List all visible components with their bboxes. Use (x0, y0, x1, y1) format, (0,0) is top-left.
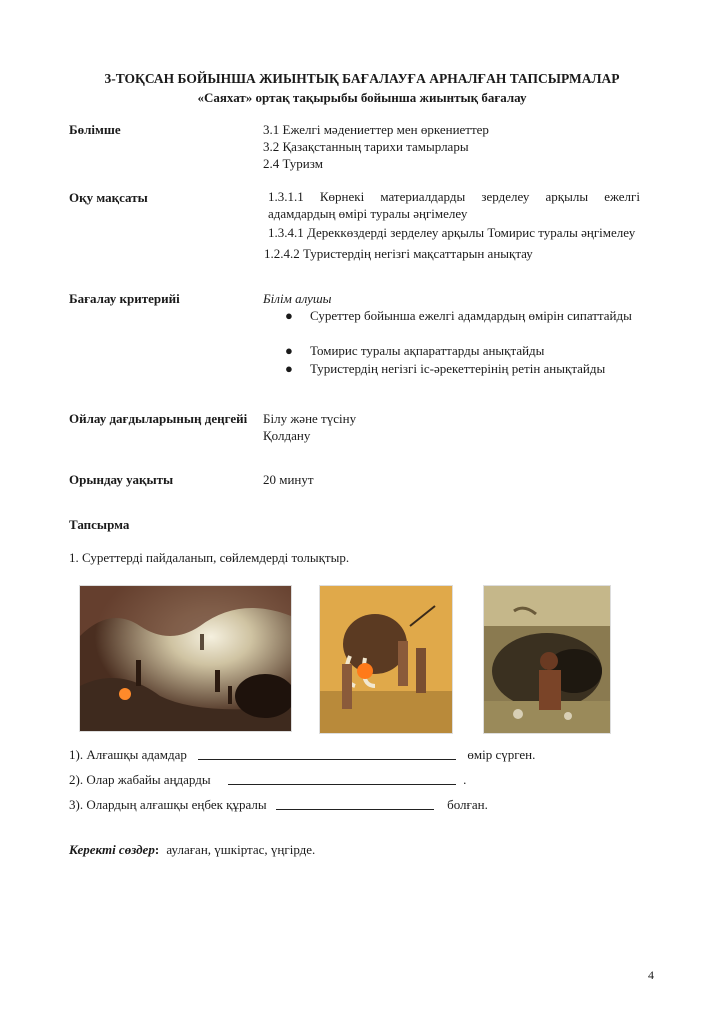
bolim-line: 3.2 Қазақстанның тарихи тамырлары (263, 139, 469, 154)
bullet-icon: ● (285, 308, 293, 323)
hunting-mammoth-picture (319, 585, 453, 734)
oilau-line: Білу және түсіну (263, 411, 357, 426)
blank-input-2[interactable] (228, 784, 456, 785)
cave-people-picture (79, 585, 292, 732)
stone-tool-maker-picture (483, 585, 611, 734)
hunting-illustration (320, 586, 452, 733)
bolim-line: 2.4 Туризм (263, 156, 323, 171)
section-label-oilau: Ойлау дағдыларының деңгейі (69, 411, 248, 426)
section-value-bolim (263, 121, 489, 172)
task-heading: Тапсырма (69, 517, 130, 532)
bullet-icon: ● (285, 361, 293, 376)
needed-words: Керекті сөздер: аулаған, үшкіртас, үңгірде. (69, 842, 316, 857)
blank-input-3[interactable] (276, 809, 434, 810)
criteria-bullet: ● Суреттер бойынша ежелгі адамдардың өмірін сипаттайды (285, 308, 632, 323)
oqu-item: 1.3.1.1 Көрнекі материалдарды зерделеу арқылы ежелгі адамдардың өмірі туралы әңгімелеу (268, 189, 640, 221)
section-label-oryndau: Орындау уақыты (69, 472, 174, 487)
blank-input-1[interactable] (198, 759, 456, 760)
sentence-1: 1). Алғашқы адамдар өмір сүрген. (69, 747, 536, 762)
criteria-bullet: ● Туристердің негізгі іс-әрекеттерінің ретін анықтайды (285, 361, 606, 376)
cave-illustration (80, 586, 291, 731)
criteria-bullet: ● Томирис туралы ақпараттарды анықтайды (285, 343, 545, 358)
oilau-line: Қолдану (263, 428, 311, 443)
task-instruction: 1. Суреттерді пайдаланып, сөйлемдерді толықтыр. (69, 550, 350, 565)
tool-illustration (484, 586, 610, 733)
section-label-bolim: Бөлімше (69, 122, 121, 137)
section-value-oqu (264, 188, 640, 262)
section-value-oilau (263, 410, 356, 444)
sentence-2: 2). Олар жабайы аңдарды . (69, 772, 467, 787)
bagalau-intro: Білім алушы (263, 291, 332, 306)
section-value-oryndau: 20 минут (263, 472, 314, 487)
section-label-oqu: Оқу мақсаты (69, 190, 148, 205)
bullet-icon: ● (285, 343, 293, 358)
sentence-3: 3). Олардың алғашқы еңбек құралы болған. (69, 797, 488, 812)
oqu-item: 1.2.4.2 Туристердің негізгі мақсаттарын анықтау (264, 246, 533, 261)
page-subtitle: «Саяхат» ортақ тақырыбы бойынша жиынтық бағалау (197, 90, 527, 105)
section-label-bagalau: Бағалау критерийі (69, 291, 180, 306)
page-number: 4 (648, 968, 654, 982)
bolim-line: 3.1 Ежелгі мәдениеттер мен өркениеттер (263, 122, 489, 137)
oqu-item: 1.3.4.1 Дереккөздерді зерделеу арқылы Томирис туралы әңгімелеу (268, 225, 636, 240)
page-title: 3-ТОҚСАН БОЙЫНША ЖИЫНТЫҚ БАҒАЛАУҒА АРНАЛҒАН ТАПСЫРМАЛАР (104, 71, 620, 86)
